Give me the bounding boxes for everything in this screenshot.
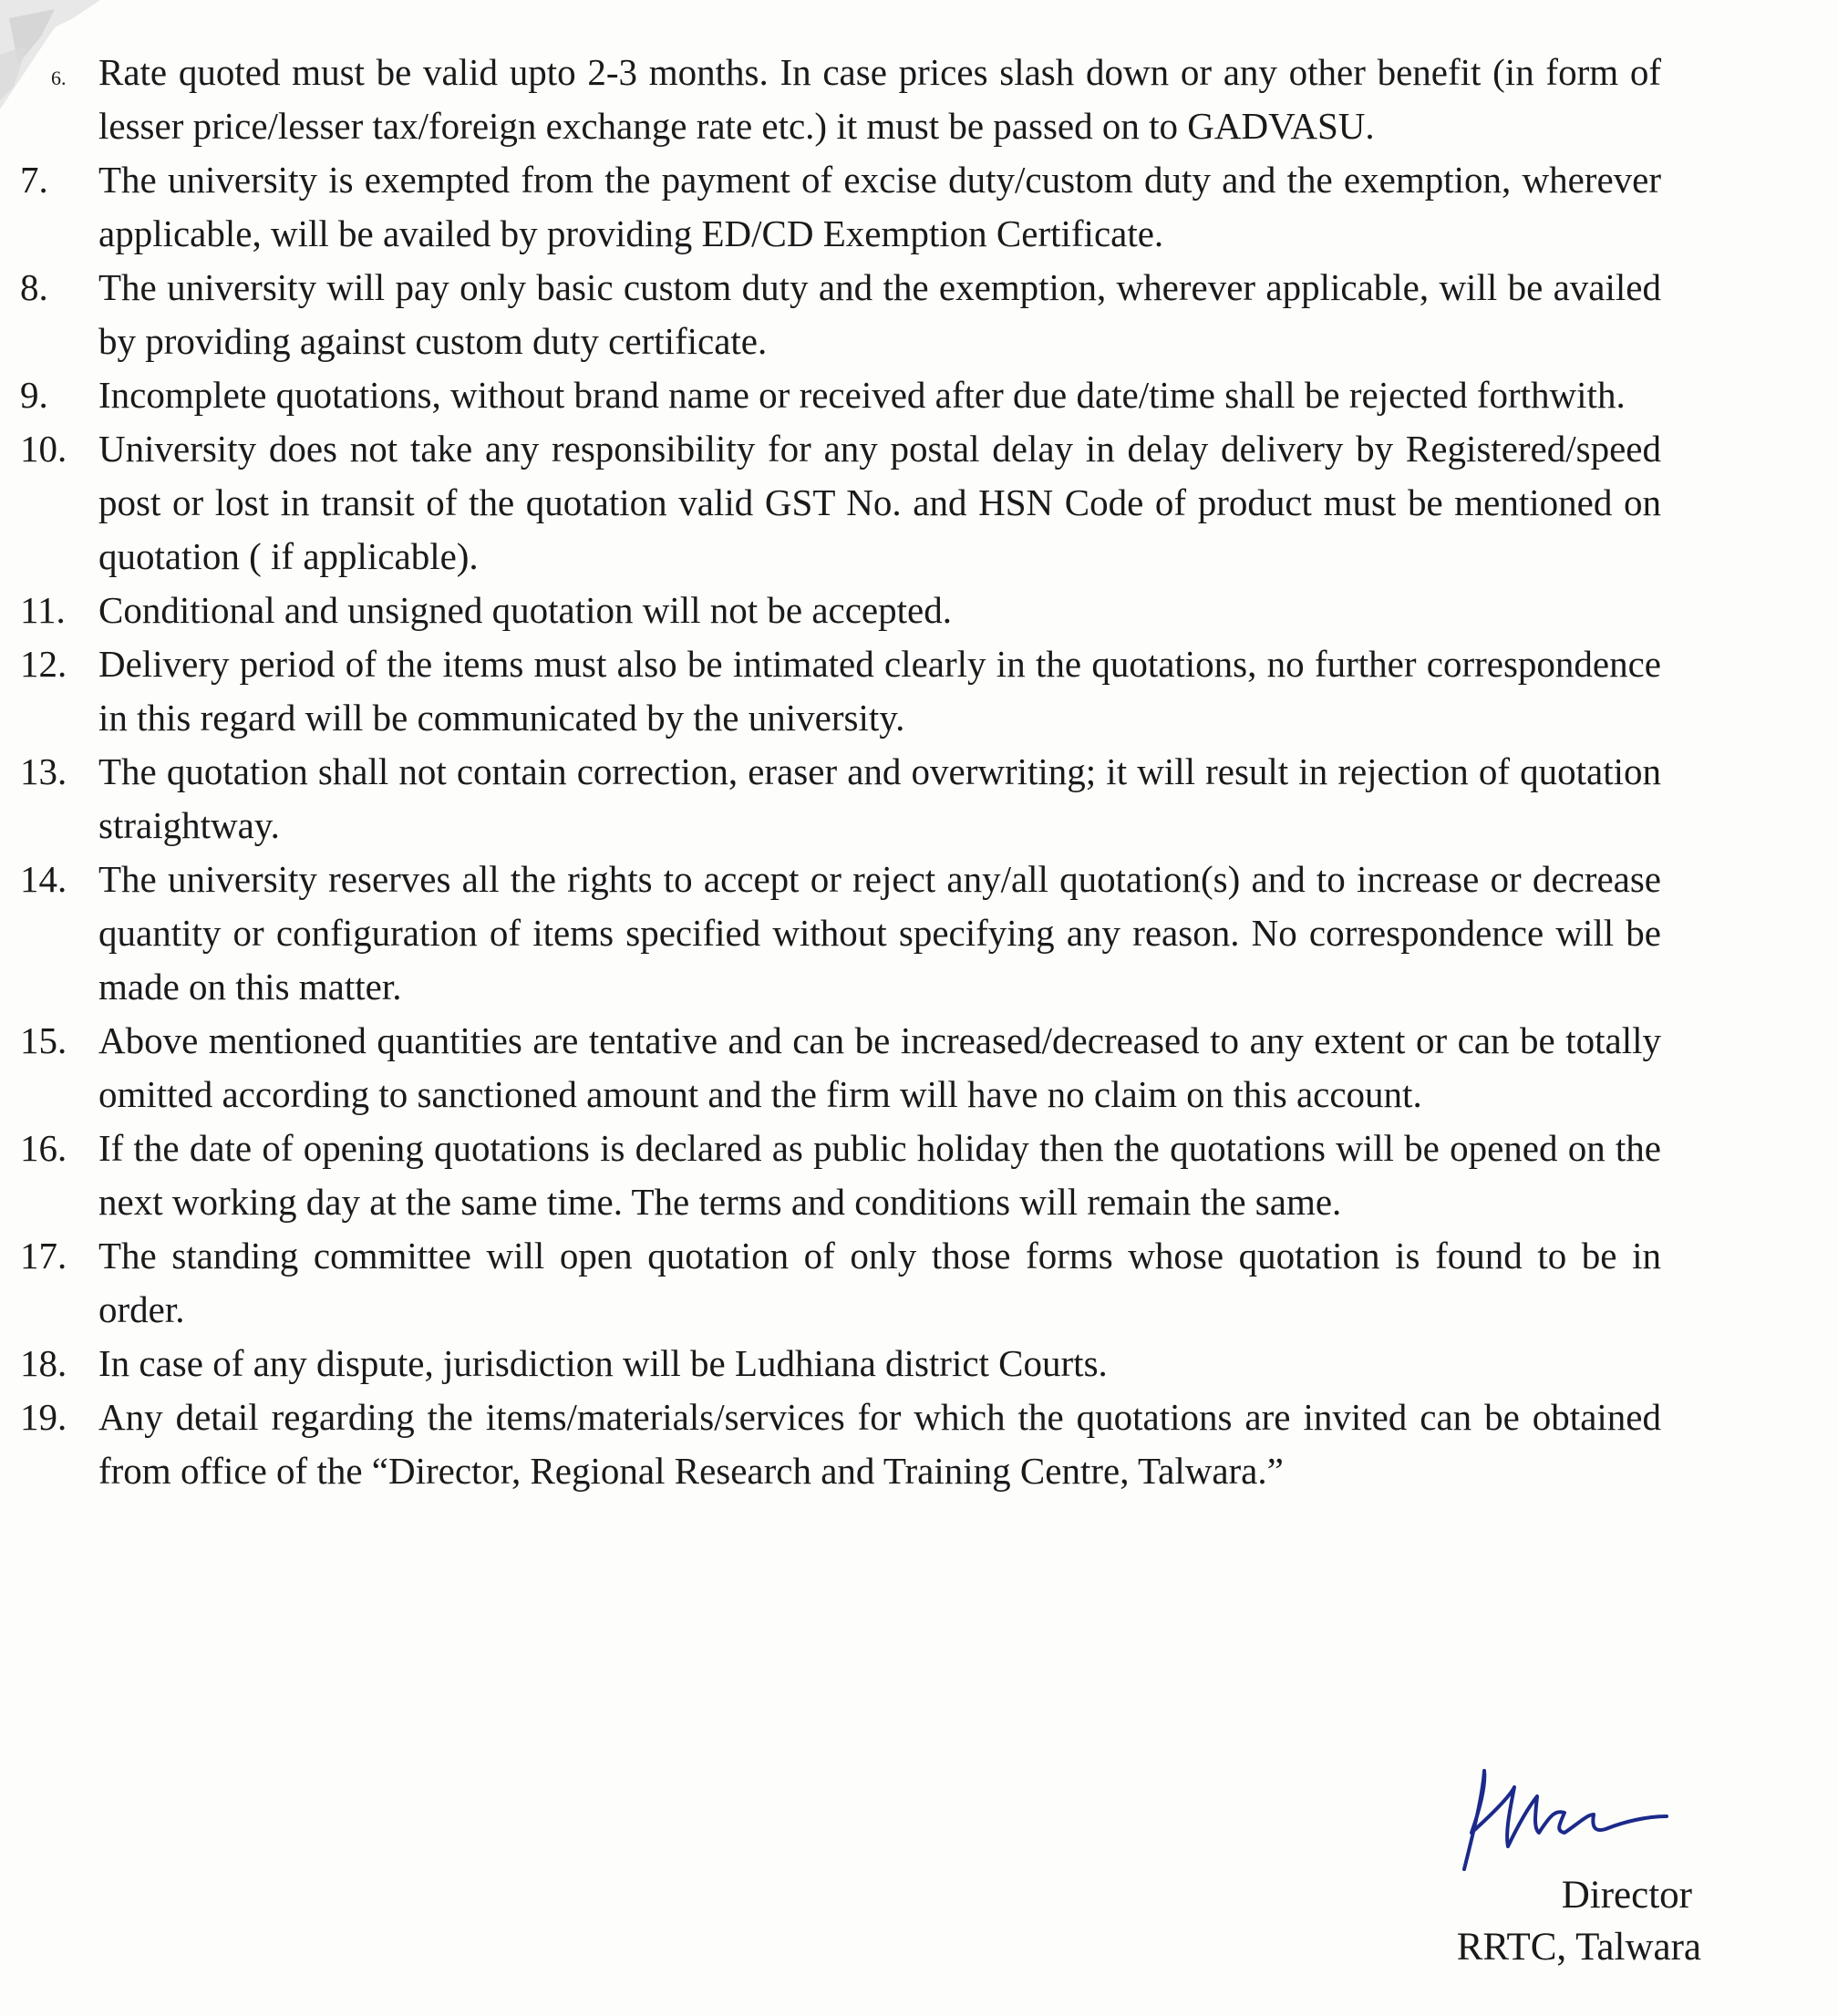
term-item <box>20 637 1661 745</box>
term-number: 7. <box>20 159 48 201</box>
term-text: Rate quoted must be valid upto 2-3 months. In case prices slash down or any other benefit (in form of lesser price/lesser tax/foreign exchange rate etc.) it must be passed on to GADVASU. <box>98 51 1661 147</box>
term-item <box>20 46 1661 153</box>
term-text: Conditional and unsigned quotation will not be accepted. <box>98 589 952 631</box>
signature-stroke <box>1464 1771 1667 1869</box>
term-text: Above mentioned quantities are tentative and can be increased/decreased to any extent or can be totally omitted according to sanctioned amount and the firm will have no claim on this account. <box>98 1019 1661 1115</box>
term-item <box>20 1014 1661 1122</box>
term-number: 11. <box>20 589 66 631</box>
signatory-organization: RRTC, Talwara <box>1456 1926 1701 1969</box>
term-item <box>20 368 1661 422</box>
term-item <box>20 1391 1661 1498</box>
term-text: The university reserves all the rights to accept or reject any/all quotation(s) and to increase or decrease quantity or configuration of items specified without specifying any reason. No correspondence will be made on this matter. <box>98 858 1661 1008</box>
term-item <box>20 853 1661 1014</box>
term-item <box>20 153 1661 261</box>
term-number: 12. <box>20 643 67 685</box>
term-number: 6. <box>51 67 67 89</box>
signatory-title: Director <box>1561 1874 1692 1917</box>
term-number: 15. <box>20 1019 67 1061</box>
term-number: 17. <box>20 1235 67 1277</box>
signatory-block <box>1457 1869 1701 1973</box>
term-item <box>20 261 1661 368</box>
term-text: Incomplete quotations, without brand name or received after due date/time shall be rejected forthwith. <box>98 374 1626 416</box>
term-item <box>20 1122 1661 1229</box>
term-number: 16. <box>20 1127 67 1169</box>
term-number: 19. <box>20 1396 67 1438</box>
term-number: 18. <box>20 1342 67 1384</box>
term-text: Any detail regarding the items/materials/services for which the quotations are invited can be obtained from office of the “Director, Regional Research and Training Centre, Talwara.” <box>98 1396 1661 1492</box>
term-text: The university is exempted from the payment of excise duty/custom duty and the exemption, wherever applicable, will be availed by providing ED/CD Exemption Certificate. <box>98 159 1661 254</box>
handwritten-signature <box>1428 1760 1674 1878</box>
term-text: The standing committee will open quotation of only those forms whose quotation is found to be in order. <box>98 1235 1661 1330</box>
term-item <box>20 584 1661 637</box>
term-item <box>20 422 1661 584</box>
term-item <box>20 1229 1661 1337</box>
term-number: 13. <box>20 750 67 792</box>
term-text: The university will pay only basic custom duty and the exemption, wherever applicable, will be availed by providing against custom duty certificate. <box>98 266 1661 362</box>
term-text: The quotation shall not contain correction, eraser and overwriting; it will result in rejection of quotation straightway. <box>98 750 1661 846</box>
term-text: Delivery period of the items must also be intimated clearly in the quotations, no further correspondence in this regard will be communicated by the university. <box>98 643 1661 739</box>
term-number: 8. <box>20 266 48 308</box>
term-item <box>20 1337 1661 1391</box>
term-item <box>20 745 1661 853</box>
term-text: In case of any dispute, jurisdiction will be Ludhiana district Courts. <box>98 1342 1108 1384</box>
term-text: University does not take any responsibility for any postal delay in delay delivery by Registered/speed post or lost in transit of the quotation valid GST No. and HSN Code of product must be mentioned on quotation ( if applicable). <box>98 428 1661 577</box>
term-text: If the date of opening quotations is declared as public holiday then the quotations will be opened on the next working day at the same time. The terms and conditions will remain the same. <box>98 1127 1661 1223</box>
terms-list <box>20 46 1661 1498</box>
term-number: 14. <box>20 858 67 900</box>
term-number: 9. <box>20 374 48 416</box>
term-number: 10. <box>20 428 67 470</box>
